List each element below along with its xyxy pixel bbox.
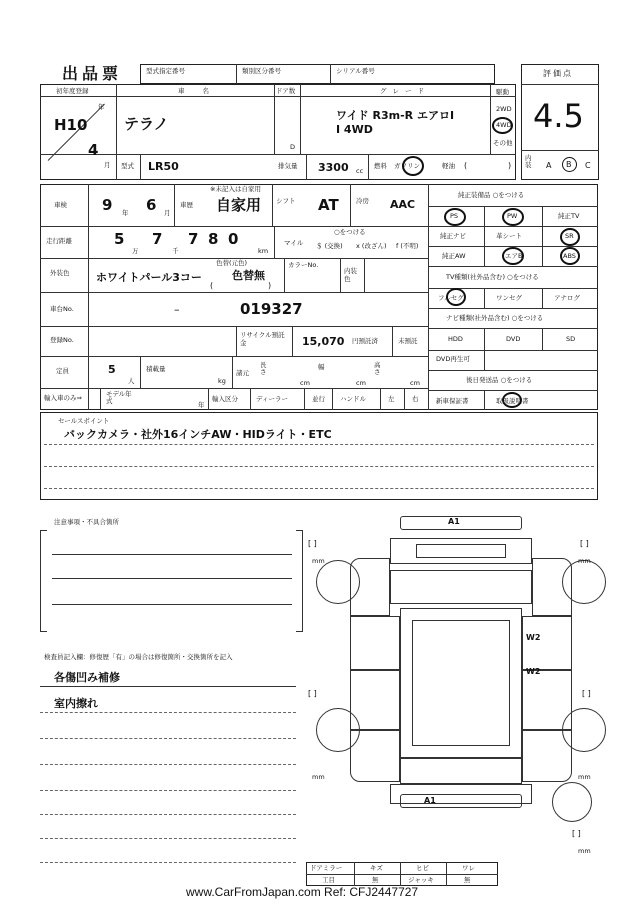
mileage-man: 万 [132,247,139,255]
rear-right-wheel [562,708,606,752]
model-label: 型式 [121,162,134,170]
displacement-label: 排気量 [278,162,298,170]
chassis-value: 019327 [240,300,303,318]
mile-opt-1: ＄ (交換) [316,242,343,250]
mileage-d1: 5 [114,230,125,248]
capacity-label: 定員 [56,367,69,375]
recycle-paid: 円預託済 [352,337,378,345]
rear-left-wheel [316,708,360,752]
windshield [390,570,532,604]
capacity-value: 5 [108,363,116,376]
mm-rr: mm [578,773,591,781]
equip-abs: ABS [563,252,576,260]
tv-oneseg: ワンセグ [496,294,522,302]
dim-label: 諸元 [236,369,249,377]
navi-hdd: HDD [448,335,463,343]
equip-navi: 純正ナビ [440,232,466,240]
front-right-wheel [562,557,606,604]
legend-h3: ヒビ [416,864,429,872]
car-name-value: テラノ [124,115,169,133]
legend-r1: 工目 [322,876,335,884]
rear-a1-mark: A1 [424,796,436,805]
ac-label: 冷房 [356,197,369,205]
color-label: 外装色 [50,269,70,277]
grade-line1: ワイド R3m-R エアロI [336,109,455,122]
mm-fr: mm [578,557,591,565]
watermark-ref: www.CarFromJapan.com Ref: CFJ2447727 [186,885,419,899]
color-change-value: 色替無 [232,269,265,282]
car-name-label: 車名 [178,87,227,95]
tv-analog: アナログ [554,294,580,302]
equipment-title: 純正装備品 ○をつける [458,191,525,199]
ac-value: AAC [390,198,416,211]
legend-h2: キズ [370,864,383,872]
inspector-label: 検査員記入欄：修復歴「有」の場合は修復箇所・交換箇所を記入 [44,653,233,661]
displacement-value: 3300 [318,161,349,174]
drive-label: 駆動 [496,88,509,96]
mm-rl: mm [312,773,325,781]
legend-r2: 無 [372,876,379,884]
chassis-dash: – [174,303,180,316]
model-value: LR50 [148,160,179,173]
interior-a: A [546,161,552,170]
tv-fullseg: フルセグ [438,294,464,302]
w2-mark-b: W2 [526,667,541,676]
dim-unit-1: cm [300,379,310,387]
parallel-option: 並行 [312,395,325,403]
shift-value: AT [318,196,339,214]
rear-bumper [400,794,522,808]
equip-leather: 革シート [496,232,522,240]
interior-b: B [566,160,572,169]
mile-opt-3: f (不明) [396,242,419,250]
mileage-sen: 千 [172,247,179,255]
import-label: 輸入車のみ⇒ [44,394,82,402]
type-cert-label: 型式指定番号 [146,67,185,75]
year-value: H10 [54,116,88,134]
mileage-d4: 8 [208,230,219,248]
navi-title: ナビ種類(社外品含む) ○をつける [446,314,544,322]
equip-ps: PS [450,212,459,220]
use-label: 車歴 [180,201,193,209]
mileage-km: km [258,247,269,255]
class-no-label: 類別区分番号 [242,67,281,75]
mileage-d3: 7 [188,230,199,248]
header-cert-row [140,64,495,84]
dvd-play-label: DVD再生可 [436,355,470,363]
chassis-label: 車台No. [50,305,74,313]
door-d: D [290,143,296,151]
front-right-door [522,616,572,670]
spare-tire [552,782,592,822]
equip-aw: 純正AW [442,252,466,260]
dim-length: 長さ [260,361,267,377]
form-title: 出品票 [62,64,123,83]
legend-r4: 無 [464,876,471,884]
mile-opt-2: x (改ざん) [356,242,387,250]
dim-width: 幅 [318,363,325,371]
sales-text: バックカメラ・社外16インチAW・HIDライト・ETC [64,428,332,441]
navi-sd: SD [566,335,576,343]
reg-label: 登録No. [50,336,74,344]
color-value: ホワイトパール3コー [96,271,202,284]
note-line-2: 室内擦れ [54,697,98,710]
mileage-d2: 7 [152,230,163,248]
front-left-wheel [316,560,360,604]
equip-pw: PW [507,212,518,220]
handle-left: 左 [388,395,395,403]
displacement-unit: cc [356,167,364,175]
color-change-label: 色替(元色) [216,259,248,267]
interior-color-label: 内装色 [344,267,357,283]
dealer-option: ディーラー [256,395,288,403]
load-label: 積載量 [146,365,166,373]
inspect-year-unit: 年 [122,209,129,217]
drive-2wd: 2WD [496,105,512,113]
recycle-label: リサイクル預託金 [240,331,285,347]
grille [416,544,506,558]
dim-unit-3: cm [410,379,420,387]
year-label: 初年度登録 [56,87,89,95]
dim-unit-2: cm [356,379,366,387]
fuel-gasoline-circle [402,156,424,176]
rear-window [400,758,522,784]
recycle-value: 15,070 [302,335,345,348]
month-unit: 月 [104,161,111,169]
door-label: ドア数 [276,87,296,95]
note-line-1: 各傷凹み補修 [54,671,120,684]
roof-inner [412,620,510,746]
import-kind-label: 輸入区分 [212,395,238,403]
car-diagram: A1 W2 W2 A1 [ ] [ ] [ ] [ ] [ ] mm mm mm mm mm [316,512,606,857]
manual-circle [502,392,522,408]
fuel-label: 燃料 [374,162,387,170]
score-label: 評価点 [543,69,573,78]
caution-label: 注意事項・不具合箇所 [54,518,119,526]
capacity-unit: 人 [128,377,135,385]
fuel-diesel: 軽油 [442,162,455,170]
score-value: 4.5 [533,97,584,135]
color-no-label: カラーNo. [288,261,319,269]
equip-sr: SR [565,232,574,240]
month-value: 4 [88,141,99,159]
legend-h4: ワレ [462,864,475,872]
equip-tv: 純正TV [558,212,580,220]
drive-other: その他 [493,139,513,147]
later-manual: 取扱説明書 [496,397,529,405]
use-value: 自家用 [216,196,262,214]
sales-box [40,412,598,500]
inspect-year: 9 [102,196,113,214]
mileage-label: 走行距離 [46,237,72,245]
drive-4wd: 4WD [496,121,512,129]
mile-label: マイル [284,239,304,247]
interior-c: C [585,161,591,170]
tv-title: TV種類(社外品含む) ○をつける [446,273,539,281]
legend-h1: ドアミラー [310,864,343,872]
mm-spare: mm [578,847,591,855]
shift-label: シフト [276,197,296,205]
load-unit: kg [218,377,226,385]
fuel-gasoline: ガソリン [394,162,420,170]
legend-r3: ジャッキ [408,876,434,884]
inspect-month: 6 [146,196,157,214]
dim-height: 高さ [374,361,381,377]
equip-airbag: エアB [505,252,523,260]
grade-line2: I 4WD [336,123,373,136]
mm-fl: mm [312,557,325,565]
later-title: 後日発送品 ○をつける [466,376,533,384]
model-year-label: モデル年式 [106,390,132,406]
handle-right: 右 [412,395,419,403]
front-a1-mark: A1 [448,517,460,526]
handle-label: ハンドル [340,395,366,403]
front-bumper [400,516,522,530]
later-warranty: 新車保証書 [436,397,469,405]
w2-mark-a: W2 [526,633,541,642]
model-year-unit: 年 [198,401,205,409]
serial-label: シリアル番号 [336,67,375,75]
use-note: ※未記入は自家用 [210,185,261,193]
mileage-d5: 0 [228,230,239,248]
grade-label: グレード [380,87,430,95]
sales-label: セールスポイント [58,417,110,425]
inspect-month-unit: 月 [164,209,171,217]
recycle-unpaid: 未預託 [398,337,418,345]
year-unit: 年 [98,103,105,111]
inspect-label: 車検 [54,201,67,209]
navi-dvd: DVD [506,335,521,343]
interior-label: 内装 [525,154,532,170]
front-left-door [350,616,400,670]
mile-circle-label: ○をつける [334,228,366,236]
